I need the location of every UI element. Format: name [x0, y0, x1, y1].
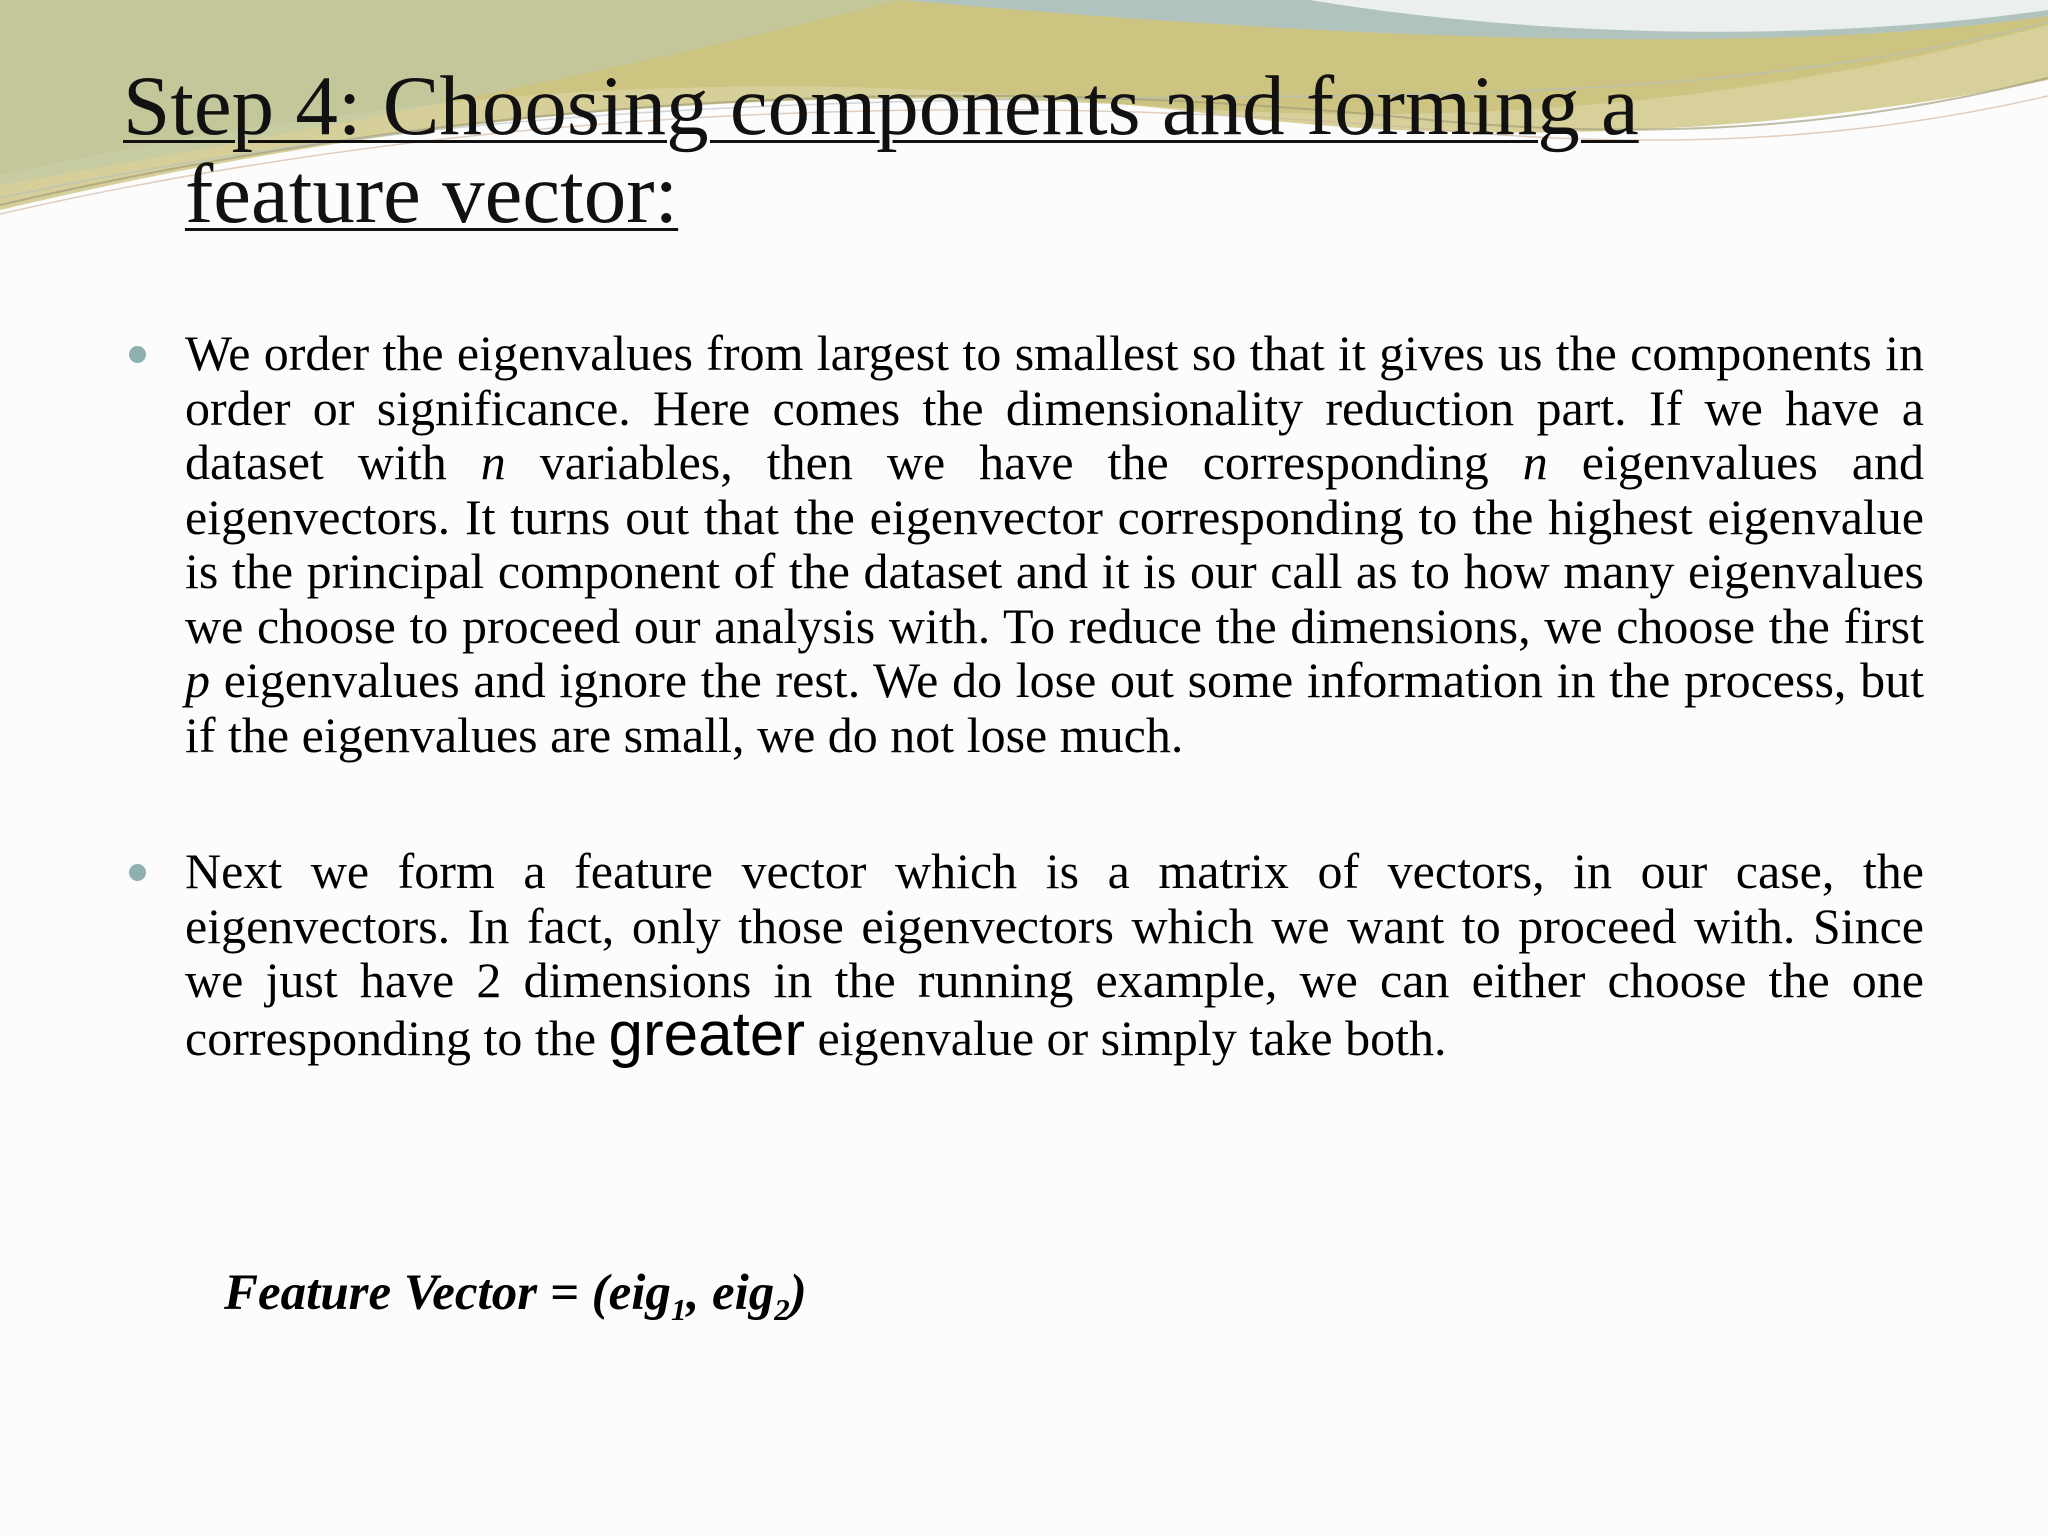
bullet-eigenvalue-ordering	[124, 326, 1924, 762]
bullet-1-text-part-1: We order the eigenvalues from largest to smallest so that it gives us the components in order or significance. Here comes the dimensionality reduction part. If we have a dataset with	[185, 325, 1924, 490]
title-line-2: feature vector:	[185, 147, 679, 241]
variable-n-second: n	[1522, 434, 1548, 490]
bullet-1-text-part-4: eigenvalues and ignore the rest. We do lose out some information in the process, but if the eigenvalues are small, we do not lose much.	[185, 652, 1924, 763]
bullet-dot-icon	[129, 864, 146, 881]
formula-separator: , eig	[686, 1265, 775, 1321]
bullet-dot-icon	[129, 346, 146, 363]
bullet-feature-vector	[124, 843, 1924, 1069]
feature-vector-formula	[224, 1262, 807, 1328]
formula-subscript-1: 1	[670, 1292, 687, 1328]
bullet-2-text-part-1: Next we form a feature vector which is a matrix of vectors, in our case, the eigenvectors. In fact, only those eigenvectors which we want to proceed with. Since we just have 2 dimensions in the running example, we can either choose the one corresponding to the	[185, 843, 1924, 1066]
greater-emphasis: greater	[608, 999, 805, 1069]
formula-left: Feature Vector = (eig	[224, 1265, 671, 1321]
bullet-2-text-part-2: eigenvalue or simply take both.	[804, 1009, 1447, 1066]
variable-p: p	[185, 652, 210, 708]
slide-title	[123, 59, 1639, 241]
title-line-1: Step 4: Choosing components and forming a	[123, 59, 1639, 153]
bullet-1-text-part-3: eigenvalues and eigenvectors. It turns out that the eigenvector corresponding to the highest eigenvalue is the principal component of the dataset and it is our call as to how many eigenvalues we choose to proceed our analysis with. To reduce the dimensions, we choose the first	[185, 434, 1924, 654]
variable-n: n	[480, 434, 506, 490]
formula-close: )	[789, 1265, 807, 1321]
formula-subscript-2: 2	[774, 1292, 790, 1328]
bullet-list	[124, 325, 1924, 1069]
bullet-1-text-part-2: variables, then we have the corresponding	[505, 434, 1523, 490]
